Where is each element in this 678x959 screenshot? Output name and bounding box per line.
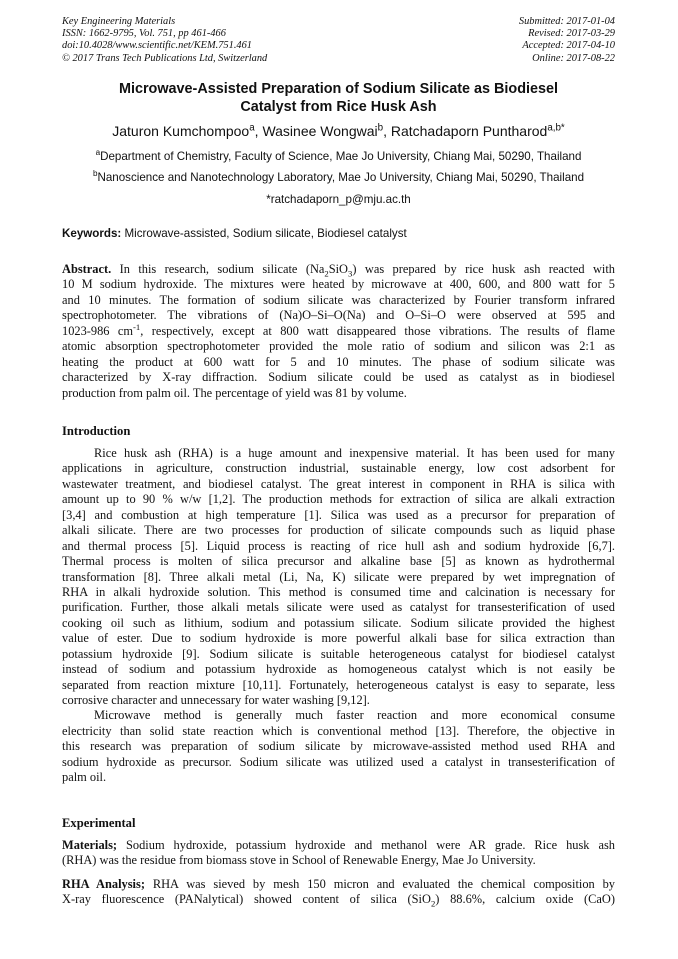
abstract-line: 10 M sodium hydroxide. The mixtures were heated by microwave at 400, 600, and 800 watt for 5 bbox=[62, 277, 615, 292]
rha-analysis-paragraph bbox=[62, 877, 615, 908]
rha-analysis-label: RHA Analysis; bbox=[62, 877, 145, 891]
paragraph-line: sodium hydroxide as precursor. Sodium silicate was utilized used a catalyst in transesterification of bbox=[62, 754, 615, 769]
subscript: 2 bbox=[324, 268, 329, 279]
abstract-line: characterized by X-ray diffraction. Sodium silicate could be used as catalyst as in biodiesel bbox=[62, 370, 615, 385]
abstract-text: ) was prepared by rice husk ash reacted with bbox=[352, 262, 615, 276]
abstract-text: , respectively, except at 800 watt disappeared those vibrations. The results of flame bbox=[140, 323, 616, 338]
author-separator: , bbox=[383, 123, 391, 139]
paragraph-line: amount up to 90 % w/w [1,2]. The production methods for extraction of silica are alkali extraction bbox=[62, 492, 615, 507]
author-separator: , bbox=[254, 123, 263, 139]
paragraph-line: palm oil. bbox=[62, 770, 107, 785]
abstract-text: 1023-986 cm bbox=[62, 323, 134, 338]
superscript: -1 bbox=[133, 321, 141, 332]
paragraph-text: Sodium hydroxide, potassium hydroxide and methanol were AR grade. Rice husk ash bbox=[117, 838, 615, 852]
paragraph-line bbox=[62, 877, 615, 892]
abstract-line: spectrophotometer. The vibrations of (Na)O–Si–O(Na) and O–Si–O were observed at 595 and bbox=[62, 308, 615, 323]
author-2: Wasinee Wongwai bbox=[262, 123, 378, 139]
author-2-affil: b bbox=[377, 122, 384, 134]
affiliation-a-marker: a bbox=[95, 148, 101, 158]
abstract-line bbox=[62, 262, 615, 277]
accepted-date: Accepted: 2017-04-10 bbox=[522, 40, 615, 52]
affiliation-b-text: Nanoscience and Nanotechnology Laboratory, Mae Jo University, Chiang Mai, 50290, Thailand bbox=[97, 171, 585, 184]
abstract-line bbox=[62, 321, 616, 339]
paragraph-line: [3,4] and combustion at high temperature [1]. Silica was used as a precursor for preparation of bbox=[62, 507, 615, 522]
author-1: Jaturon Kumchompoo bbox=[112, 123, 250, 139]
paragraph-text: RHA was sieved by mesh 150 micron and evaluated the chemical composition by bbox=[144, 877, 616, 891]
title-line-1: Microwave-Assisted Preparation of Sodium Silicate as Biodiesel bbox=[118, 81, 559, 97]
abstract-line: heating the product at 600 watt for 5 and 10 minutes. The phase of sodium silicate was bbox=[62, 354, 615, 369]
affiliation-b-marker: b bbox=[92, 169, 98, 179]
paragraph-line: alkali silicate. There are two processes for production of silicate compounds such as liquid phase bbox=[62, 523, 615, 538]
paragraph-line: purification. Further, those alkali metals silicate were used as catalyst for transesterification of used bbox=[62, 600, 615, 615]
paragraph-line bbox=[62, 892, 615, 907]
subscript: 2 bbox=[430, 898, 436, 909]
subscript: 3 bbox=[348, 268, 353, 279]
online-date: Online: 2017-08-22 bbox=[532, 52, 615, 64]
doi-line: doi:10.4028/www.scientific.net/KEM.751.461 bbox=[62, 40, 252, 52]
abstract-text: In this research, sodium silicate (Na bbox=[111, 262, 325, 276]
paragraph-line: separated from reaction mixture [10,11]. Fortunately, heterogeneous catalyst is easy to separate, less bbox=[62, 677, 615, 692]
paragraph-text: X-ray fluorescence (PANalytical) showed content of silica (SiO bbox=[62, 892, 431, 907]
affiliation-b bbox=[62, 171, 615, 185]
section-heading-experimental: Experimental bbox=[62, 816, 136, 830]
materials-label: Materials; bbox=[62, 838, 118, 852]
paragraph-line: wastewater treatment, and biodiesel catalyst. The great interest in component in RHA is silica with bbox=[62, 476, 615, 491]
keywords bbox=[62, 227, 407, 241]
abstract bbox=[62, 262, 615, 401]
title-line-2: Catalyst from Rice Husk Ash bbox=[240, 99, 437, 115]
author-list bbox=[62, 122, 615, 140]
paragraph-line: Thermal process is molten of silica precursor and alkaline base [5] as known as hydrothermal bbox=[62, 554, 615, 569]
keywords-label: Keywords: bbox=[62, 227, 122, 240]
affiliation-a-text: Department of Chemistry, Faculty of Science, Mae Jo University, Chiang Mai, 50290, Thailand bbox=[100, 150, 582, 163]
paragraph-line: cooking oil such as lithium, sodium and potassium silicate. Sodium silicate provided the highest bbox=[62, 615, 615, 630]
materials-paragraph bbox=[62, 838, 615, 869]
submitted-date: Submitted: 2017-01-04 bbox=[518, 16, 615, 27]
abstract-line: and 10 minutes. The formation of sodium silicate was characterized by Fourier transform infrared bbox=[62, 292, 615, 307]
paragraph-line: value of ester. Due to sodium hydroxide is more powerful alkali base for silica extraction than bbox=[62, 631, 615, 646]
issn-line: ISSN: 1662-9795, Vol. 751, pp 461-466 bbox=[62, 28, 226, 40]
author-3: Ratchadaporn Puntharod bbox=[390, 123, 548, 139]
paragraph-line: instead of sodium and potassium hydroxide as homogeneous catalyst which is not easily be bbox=[62, 662, 615, 677]
abstract-line: production from palm oil. The percentage of yield was 81 by volume. bbox=[62, 385, 407, 400]
paragraph-text: ) 88.6%, calcium oxide (CaO) bbox=[435, 892, 615, 907]
paragraph-line: electricity than solid state reaction which is conventional method [13]. Therefore, the objective in bbox=[62, 723, 615, 738]
paragraph-line bbox=[62, 838, 615, 853]
abstract-label: Abstract. bbox=[62, 262, 112, 276]
journal-info bbox=[62, 16, 267, 65]
paragraph-line: Rice husk ash (RHA) is a huge amount and inexpensive material. It has been used for many bbox=[94, 446, 615, 460]
abstract-text: SiO bbox=[328, 262, 349, 276]
corresponding-email: *ratchadaporn_p@mju.ac.th bbox=[266, 193, 411, 206]
keywords-text: Microwave-assisted, Sodium silicate, Biodiesel catalyst bbox=[121, 227, 407, 240]
paragraph-line: potassium hydroxide [9]. Sodium silicate is suitable heterogeneous catalyst for biodiesel catalyst bbox=[62, 646, 615, 661]
paragraph-line: transformation [8]. Three alkali metal (Li, Na, K) silicate were prepared by wet impregnation of bbox=[62, 569, 615, 584]
abstract-line: atomic absorption spectrophotometer provided the mole ratio of sodium and silicon was 2:1 as bbox=[62, 339, 615, 354]
paragraph-line: and thermal process [5]. Liquid process is reacting of rice hull ash and sodium hydroxide [6,7]. bbox=[62, 538, 615, 553]
author-3-affil: a,b* bbox=[547, 122, 565, 134]
author-1-affil: a bbox=[249, 122, 255, 134]
section-heading-introduction: Introduction bbox=[62, 424, 131, 438]
paragraph-line: RHA in alkali hydroxide solution. This method is consumed time and calcination is necessary for bbox=[62, 584, 615, 599]
revised-date: Revised: 2017-03-29 bbox=[528, 28, 615, 40]
copyright-line: © 2017 Trans Tech Publications Ltd, Switzerland bbox=[62, 52, 268, 64]
paragraph-line: applications in agriculture, construction industrial, sustainable energy, low cost adsorbent for bbox=[62, 461, 615, 476]
paragraph-line: corrosive character and unnecessary for water washing [9,12]. bbox=[62, 693, 370, 707]
paragraph-line: this research was preparation of sodium silicate by microwave-assisted method used RHA and bbox=[62, 739, 615, 754]
introduction-body bbox=[62, 446, 615, 786]
paragraph-line: (RHA) was the residue from biomass stove in School of Renewable Energy, Mae Jo University. bbox=[62, 853, 536, 868]
paper-title bbox=[62, 80, 615, 116]
submission-dates bbox=[519, 16, 615, 65]
journal-name: Key Engineering Materials bbox=[62, 16, 176, 27]
paragraph-line: Microwave method is generally much faster reaction and more economical consume bbox=[94, 708, 615, 723]
affiliation-a bbox=[62, 150, 615, 164]
